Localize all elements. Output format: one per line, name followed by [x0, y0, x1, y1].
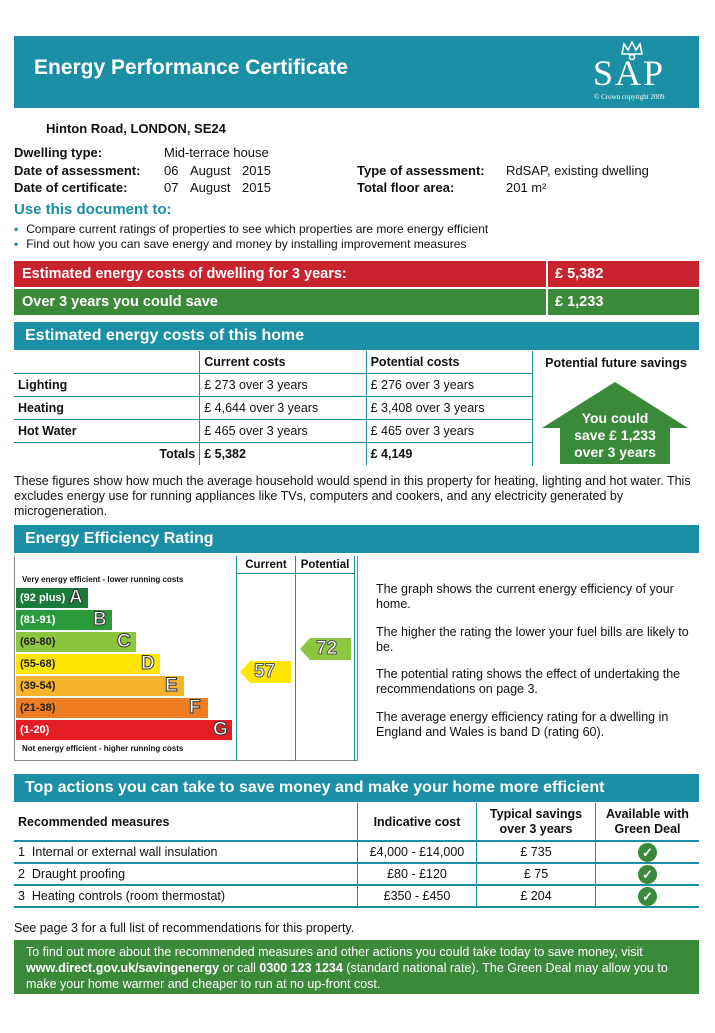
- table-cell: [14, 351, 200, 374]
- rating-band-letter: A: [69, 587, 83, 608]
- rating-band-letter: E: [165, 675, 178, 696]
- date-assessment-label: Date of assessment:: [14, 163, 141, 178]
- action-measure-text: Internal or external wall insulation: [31, 845, 218, 859]
- actions-header-greendeal-line: Available with: [606, 806, 689, 821]
- footer-text-part: (standard national rate). The Green Deal may allow you to make your home warmer and cheaper to run at no up-front cost.: [26, 961, 668, 991]
- type-assessment-value: RdSAP, existing dwelling: [506, 163, 649, 178]
- date-certificate-month: August: [190, 180, 231, 195]
- rating-band-f: [16, 698, 208, 718]
- date-assessment-year: 2015: [242, 163, 271, 178]
- rating-section-header: [14, 525, 699, 553]
- green-deal-cell: [596, 863, 700, 885]
- rating-band-range: (39-54): [20, 680, 56, 692]
- footer-banner: [14, 940, 699, 994]
- rating-band-range: (21-38): [20, 702, 56, 714]
- table-header-row: [14, 803, 699, 841]
- footer-text: [26, 944, 691, 992]
- rating-band-letter: C: [117, 631, 131, 652]
- could-save-bar: [14, 289, 699, 315]
- date-certificate-year: 2015: [242, 180, 271, 195]
- table-row: [14, 863, 699, 885]
- rating-section-title: Energy Efficiency Rating: [25, 530, 214, 547]
- crown-copyright: © Crown copyright 2009: [594, 93, 665, 101]
- date-assessment-month: August: [190, 163, 231, 178]
- check-icon: ✓: [638, 865, 657, 884]
- totals-row: [14, 443, 532, 466]
- divider: [295, 556, 296, 761]
- action-saving: £ 204: [477, 885, 596, 907]
- rating-band-letter: G: [213, 719, 228, 740]
- divider: [546, 261, 548, 287]
- table-row: [14, 885, 699, 907]
- costs-header-savings: Potential future savings: [545, 356, 687, 370]
- rating-band-range: (92 plus): [20, 592, 66, 604]
- actions-header-greendeal: [596, 803, 700, 841]
- rating-text: The graph shows the current energy efficiency of your home.: [376, 582, 674, 611]
- estimated-cost-label: Estimated energy costs of dwelling for 3 years:: [22, 266, 347, 282]
- action-saving: £ 735: [477, 841, 596, 863]
- dwelling-type-label: Dwelling type:: [14, 145, 103, 160]
- total-potential: £ 4,149: [366, 443, 532, 466]
- divider: [236, 556, 237, 761]
- table-row: [14, 841, 699, 863]
- cost-row-current: £ 273 over 3 years: [200, 374, 366, 397]
- use-bullet: • Compare current ratings of properties to see which properties are more energy efficient: [14, 222, 489, 236]
- rating-text: The average energy efficiency rating for a dwelling in England and Wales is band D (rating 60).: [376, 710, 669, 739]
- could-save-value: £ 1,233: [555, 294, 604, 310]
- action-measure-text: Draught proofing: [31, 867, 126, 881]
- date-certificate-day: 07: [164, 180, 179, 195]
- rating-band-e: [16, 676, 184, 696]
- actions-header-savings: [477, 803, 596, 841]
- action-saving: £ 75: [477, 863, 596, 885]
- rating-col-current: Current: [245, 559, 287, 571]
- actions-header-measures: Recommended measures: [14, 803, 358, 841]
- actions-table: [14, 803, 699, 908]
- action-number: 1: [18, 845, 25, 859]
- action-measure: [14, 841, 358, 863]
- actions-header-savings-line: Typical savings: [489, 806, 583, 821]
- estimated-cost-value: £ 5,382: [555, 266, 604, 282]
- action-cost: £4,000 - £14,000: [358, 841, 477, 863]
- costs-table: [14, 351, 532, 465]
- footer-text-part: or call: [219, 961, 260, 975]
- sap-logo-letters: SAP: [593, 53, 666, 93]
- green-deal-cell: [596, 841, 700, 863]
- savingenergy-link[interactable]: www.direct.gov.uk/savingenergy: [26, 961, 220, 975]
- rating-band-letter: F: [189, 697, 201, 718]
- action-measure: [14, 885, 358, 907]
- actions-header-savings-line: over 3 years: [499, 821, 573, 836]
- action-measure: [14, 863, 358, 885]
- date-certificate-label: Date of certificate:: [14, 180, 128, 195]
- divider: [236, 573, 355, 574]
- cost-row-potential: £ 276 over 3 years: [366, 374, 532, 397]
- total-current: £ 5,382: [200, 443, 366, 466]
- rating-bottom-label: Not energy efficient - higher running costs: [22, 744, 184, 753]
- potential-rating-value: 72: [316, 638, 338, 659]
- floor-area-value: 201 m²: [506, 180, 547, 195]
- phone-number: 0300 123 1234: [259, 961, 343, 975]
- costs-note: These figures show how much the average household would spend in this property for heating, lighting and hot water. This excludes energy use for running appliances like TVs, computers and cookers, and any electricity generated by microgeneration.: [14, 474, 691, 518]
- costs-section-title: Estimated energy costs of this home: [25, 327, 305, 344]
- date-assessment-day: 06: [164, 163, 179, 178]
- table-row: [14, 374, 532, 397]
- cost-row-name: Hot Water: [14, 420, 200, 443]
- table-row: [14, 420, 532, 443]
- cost-row-current: £ 4,644 over 3 years: [200, 397, 366, 420]
- divider: [546, 289, 548, 315]
- costs-header-current: Current costs: [200, 351, 366, 374]
- action-measure-text: Heating controls (room thermostat): [31, 889, 226, 903]
- savings-arrow-line: over 3 years: [574, 444, 656, 460]
- savings-arrow-text: [555, 410, 675, 461]
- check-icon: ✓: [638, 843, 657, 862]
- rating-band-c: [16, 632, 136, 652]
- floor-area-label: Total floor area:: [357, 180, 455, 195]
- rating-band-letter: B: [93, 609, 107, 630]
- use-bullet-text: Find out how you can save energy and money by installing improvement measures: [26, 237, 467, 251]
- action-number: 2: [18, 867, 25, 881]
- rating-text: The potential rating shows the effect of undertaking the recommendations on page 3.: [376, 667, 681, 696]
- could-save-label: Over 3 years you could save: [22, 294, 218, 310]
- action-cost: £350 - £450: [358, 885, 477, 907]
- estimated-cost-bar: [14, 261, 699, 287]
- savings-arrow-line: save £ 1,233: [574, 427, 656, 443]
- action-number: 3: [18, 889, 25, 903]
- rating-band-range: (81-91): [20, 614, 56, 626]
- use-document-title: Use this document to:: [14, 201, 172, 218]
- use-bullet-text: Compare current ratings of properties to see which properties are more energy efficient: [26, 222, 489, 236]
- actions-section-header: [14, 774, 699, 802]
- divider: [354, 556, 355, 761]
- rating-band-range: (55-68): [20, 658, 56, 670]
- savings-arrow-line: You could: [581, 410, 649, 426]
- actions-section-title: Top actions you can take to save money and make your home more efficient: [25, 779, 605, 796]
- cost-row-potential: £ 465 over 3 years: [366, 420, 532, 443]
- cost-row-potential: £ 3,408 over 3 years: [366, 397, 532, 420]
- rating-top-label: Very energy efficient - lower running costs: [22, 575, 184, 584]
- action-cost: £80 - £120: [358, 863, 477, 885]
- cost-row-name: Lighting: [14, 374, 200, 397]
- dwelling-type-value: Mid-terrace house: [164, 145, 269, 160]
- totals-label: Totals: [159, 447, 196, 461]
- actions-header-greendeal-line: Green Deal: [614, 821, 681, 836]
- actions-header-cost: Indicative cost: [358, 803, 477, 841]
- property-address: Hinton Road, LONDON, SE24: [46, 121, 226, 136]
- rating-band-d: [16, 654, 160, 674]
- rating-text: The higher the rating the lower your fuel bills are likely to be.: [376, 625, 689, 654]
- use-bullet: • Find out how you can save energy and money by installing improvement measures: [14, 237, 467, 251]
- costs-header-potential: Potential costs: [366, 351, 532, 374]
- rating-band-range: (1-20): [20, 724, 50, 736]
- costs-section-header: [14, 322, 699, 350]
- footer-text-part: To find out more about the recommended measures and other actions you could take today to save money, visit: [26, 945, 643, 959]
- rating-col-potential: Potential: [300, 559, 350, 571]
- rating-band-letter: D: [141, 653, 155, 674]
- rating-band-a: [16, 588, 88, 608]
- green-deal-cell: [596, 885, 700, 907]
- page-title: Energy Performance Certificate: [34, 56, 348, 79]
- cost-row-name: Heating: [14, 397, 200, 420]
- type-assessment-label: Type of assessment:: [357, 163, 485, 178]
- see-page-note: See page 3 for a full list of recommendations for this property.: [14, 921, 355, 935]
- table-row: [14, 397, 532, 420]
- cost-row-current: £ 465 over 3 years: [200, 420, 366, 443]
- rating-band-b: [16, 610, 112, 630]
- rating-band-g: [16, 720, 232, 740]
- check-icon: ✓: [638, 887, 657, 906]
- current-rating-value: 57: [254, 661, 276, 682]
- rating-band-range: (69-80): [20, 636, 56, 648]
